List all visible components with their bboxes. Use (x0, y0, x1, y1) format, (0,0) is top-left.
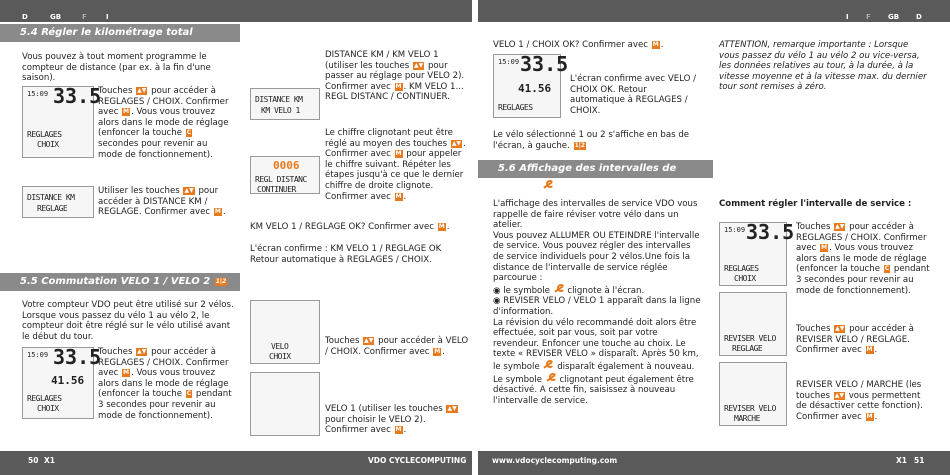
top-bar-left (0, 0, 472, 22)
up-down-keys-icon: ▲▼ (835, 325, 845, 332)
bike-selected-note: Le vélo sélectionné 1 ou 2 s'affiche en bas de l'écran, à gauche. 1|2 (493, 130, 690, 151)
m-key-icon: M (866, 346, 873, 354)
section-54-step1: Touches ▲▼ pour accéder à REGLAGES / CHOIX. Confirmer avec M . Vous vous trouvez alors dans le mode de réglage (enfoncer la touche C secondes pour revenir au mode de fonctionnement). (98, 86, 229, 160)
section-56-body: L'affichage des intervalles de service VDO vous rappelle de faire réviser votre vélo dans un atelier. Vous pouvez ALLUMER OU ETEINDRE l'intervalle de service. Vous pouvez régler des intervalles de service individuels pour 2 vélos.Une fois la distance de l'intervalle de service réglée parcourue : ◉ le symbole clignote à l'écran. ◉ REVISER VELO / VELO 1 apparaît dans la ligne d'information. La révision du vélo recommandé doit alors être effectuée, soit par vous, soit par votre revendeur. Enfoncer une touche au choix. Le texte « REVISER VELO » disparaît. Après 50 km, le symbole disparaît également à nouveau. Le symbole clignotant peut également être désactivé. A cette fin, saisissez à nouveau l'intervalle de service. (493, 199, 701, 406)
brand: VDO CYCLECOMPUTING (368, 456, 467, 465)
m-key-icon: M (652, 41, 659, 48)
m-key-icon: M (123, 108, 130, 116)
howto-step3: REVISER VELO / MARCHE (les touches ▲▼ vous permettent de désactiver cette fonction). Confirmer avec M . (796, 380, 923, 422)
model-right: X1 (896, 456, 908, 465)
lang-d: D (916, 13, 922, 21)
m-key-icon: M (123, 369, 130, 377)
lcd-reviser-velo-marche: REVISER VELO MARCHE (719, 362, 787, 426)
lang-gb: GB (50, 13, 62, 21)
lcd-reglages-choix-velo: 15:09 33.5 41.56 REGLAGES CHOIX (22, 347, 94, 419)
section-55-col2-b: VELO 1 (utiliser les touches ▲▼ pour choisir le VELO 2). Confirmer avec M . (325, 404, 457, 436)
lang-f: F (866, 13, 871, 21)
lang-gb: GB (888, 13, 900, 21)
c-key-icon: C (884, 265, 890, 273)
wrench-icon (553, 284, 565, 294)
footer-right (478, 451, 950, 475)
bike-1-2-icon: 1|2 (215, 278, 227, 285)
up-down-keys-icon: ▲▼ (137, 87, 147, 94)
section-54-confirm: L'écran confirme : KM VELO 1 / REGLAGE OK Retour automatique à REGLAGES / CHOIX. (250, 244, 442, 265)
top-bar-right (478, 0, 950, 22)
up-down-keys-icon: ▲▼ (364, 337, 374, 344)
lcd-distance-km-reglage: DISTANCE KM REGLAGE (22, 186, 94, 218)
section-54-col2-b: Le chiffre clignotant peut être réglé au moyen des touches ▲▼ . Confirmer avec M pour appeler le chiffre suivant. Répéter les étapes jusqu'à ce que le dernier chiffre de droite clignote. Confirmer avec M . (325, 128, 466, 202)
up-down-keys-icon: ▲▼ (184, 187, 194, 194)
up-down-keys-icon: ▲▼ (835, 223, 845, 230)
m-key-icon: M (434, 347, 441, 355)
website-link[interactable]: www.vdocyclecomputing.com (492, 456, 618, 465)
m-key-icon: M (866, 412, 873, 420)
m-key-icon: M (395, 192, 402, 200)
lang-f: F (82, 13, 87, 21)
page-number-left: 50 (28, 456, 39, 465)
m-key-icon: M (821, 244, 828, 252)
m-key-icon: M (214, 208, 221, 216)
m-key-icon: M (438, 223, 445, 230)
up-down-keys-icon: ▲▼ (137, 348, 147, 355)
m-key-icon: M (395, 150, 402, 158)
lcd-velo-choix: VELO CHOIX (250, 300, 320, 364)
howto-step1: Touches ▲▼ pour accéder à REGLAGES / CHOIX. Confirmer avec M . Vous vous trouvez alors dans le mode de réglage (enfoncer la touche C pendant 3 secondes pour revenir au mode de fonctionnement). (796, 222, 930, 296)
lang-d: D (22, 13, 28, 21)
section-55-col2-a: Touches ▲▼ pour accéder à VELO / CHOIX. Confirmer avec M . (325, 336, 469, 357)
bike-1-2-icon: 1|2 (574, 141, 586, 149)
attention-note: ATTENTION, remarque importante : Lorsque vous passez du vélo 1 au vélo 2 ou vice-versa, les données relatives au tour, à la durée, à la vitesse moyenne et à la vitesse max. du dernier tour sont remises à zéro. (719, 40, 927, 93)
section-55-intro: Votre compteur VDO peut être utilisé sur 2 vélos. Lorsque vous passez du vélo 1 au vélo 2, le compteur doit être réglé sur le vélo utilisé avant le début du tour. (22, 300, 234, 342)
lcd-regl-distanc-continuer: 0006 REGL DISTANC CONTINUER (250, 156, 320, 194)
howto-title: Comment régler l'intervalle de service : (719, 199, 912, 209)
up-down-keys-icon: ▲▼ (414, 61, 424, 69)
section-54-col2-a: DISTANCE KM / KM VELO 1 (utiliser les touches ▲▼ pour passer au réglage pour VELO 2). Confirmer avec M . KM VELO 1... REGL DISTANC / CONTINUER. (325, 50, 465, 103)
velo-choix-ok: VELO 1 / CHOIX OK? Confirmer avec M . (493, 40, 664, 50)
howto-step2: Touches ▲▼ pour accéder à REVISER VELO / REGLAGE. Confirmer avec M . (796, 324, 914, 356)
m-key-icon: M (395, 426, 402, 434)
up-down-keys-icon: ▲▼ (447, 405, 457, 412)
c-key-icon: C (186, 390, 192, 398)
section-54-intro: Vous pouvez à tout moment programme le compteur de distance (par ex. à la fin d'une saison). (22, 52, 211, 84)
lcd-speed-dist: 15:09 33.5 41.56 REGLAGES (493, 54, 561, 118)
up-down-keys-icon: ▲▼ (834, 391, 844, 399)
footer-left (0, 451, 472, 475)
section-55-step1: Touches ▲▼ pour accéder à REGLAGES / CHOIX. Confirmer avec M . Vous vous trouvez alors dans le mode de réglage (enfoncer la touche C pendant 3 secondes pour revenir au mode de fonctionnement). (98, 347, 232, 421)
section-55-title: 5.5 Commutation VELO 1 / VELO 2 1|2 (0, 273, 240, 291)
velo-choix-confirm: L'écran confirme avec VELO / CHOIX OK. Retour automatique à REGLAGES / CHOIX. (570, 74, 697, 116)
wrench-icon (542, 360, 554, 370)
section-56-title: 5.6 Affichage des intervalles de service (478, 160, 713, 178)
lcd-velo-1 (250, 372, 320, 436)
wrench-icon (545, 373, 557, 383)
model-left: X1 (44, 456, 56, 465)
c-key-icon: C (186, 129, 192, 137)
lang-i: I (846, 13, 849, 21)
page-number-right: 51 (914, 456, 925, 465)
section-54-ok: KM VELO 1 / REGLAGE OK? Confirmer avec M . (250, 222, 450, 232)
m-key-icon: M (395, 82, 402, 90)
lcd-howto-reglages: 15:09 33.5 REGLAGES CHOIX (719, 222, 787, 286)
section-54-step2: Utiliser les touches ▲▼ pour accéder à DISTANCE KM / REGLAGE. Confirmer avec M . (98, 186, 226, 218)
lang-i: I (106, 13, 109, 21)
lcd-distance-km-velo1: DISTANCE KM KM VELO 1 (250, 88, 320, 120)
lcd-reviser-velo-reglage: REVISER VELO REGLAGE (719, 292, 787, 356)
lcd-reglages-choix: 15:09 33.5 REGLAGES CHOIX (22, 86, 94, 158)
section-54-title: 5.4 Régler le kilométrage total (0, 24, 240, 42)
wrench-icon (542, 180, 554, 190)
up-down-keys-icon: ▲▼ (451, 139, 462, 147)
